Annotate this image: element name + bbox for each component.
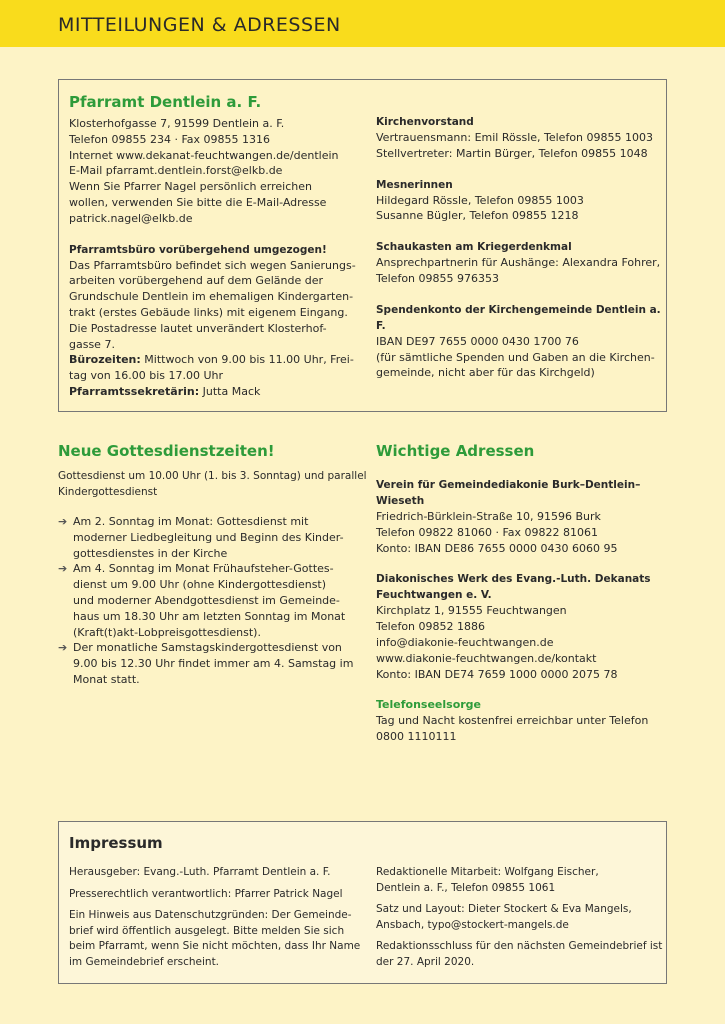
- buerozeiten-value: Mittwoch von 9.00 bis 11.00 Uhr, Frei-: [140, 353, 354, 367]
- impressum-datenschutz: [69, 908, 359, 970]
- list-item-line: gottesdienstes in der Kirche: [73, 546, 228, 560]
- arrow-right-icon: ➔: [58, 562, 68, 576]
- contacts-column: [376, 114, 661, 381]
- impressum-line: brief wird öffentlich ausgelegt. Bitte melden Sie sich: [69, 924, 345, 937]
- diakonie-text: [376, 603, 676, 682]
- diakonie-heading-line: Feuchtwangen e. V.: [376, 589, 492, 602]
- spendenkonto-note: (für sämtliche Spenden und Gaben an die Kirchen-: [376, 350, 655, 364]
- impressum-line: Herausgeber: Evang.-Luth. Pfarramt Dentlein a. F.: [69, 866, 331, 878]
- list-item-line: 9.00 bis 12.30 Uhr findet immer am 4. Samstag im: [73, 657, 354, 671]
- impressum-satz: [376, 902, 661, 933]
- spendenkonto-text: [376, 334, 661, 381]
- list-item: [58, 561, 358, 640]
- diakonie-heading: [376, 571, 676, 603]
- sekretaerin-line: [69, 384, 359, 400]
- gottesdienst-section: [58, 442, 367, 688]
- pfarramt-note-line: Wenn Sie Pfarrer Nagel persönlich erreichen: [69, 180, 312, 194]
- list-item-line: (Kraft(t)akt-Lobpreisgottesdienst).: [73, 625, 261, 639]
- schaukasten-line: Telefon 09855 976353: [376, 271, 499, 285]
- pfarramt-title: Pfarramt Dentlein a. F.: [69, 93, 262, 111]
- sekretaerin-label: Pfarramtssekretärin:: [69, 384, 200, 398]
- list-item-line: Am 2. Sonntag im Monat: Gottesdienst mit: [73, 515, 309, 528]
- page-header-bar: [0, 0, 725, 47]
- mesnerin-line: Hildegard Rössle, Telefon 09855 1003: [376, 193, 584, 207]
- impressum-right-column: [376, 865, 661, 976]
- verein-konto: Konto: IBAN DE86 7655 0000 0430 6060 95: [376, 541, 618, 555]
- kirchenvorstand-line: Vertrauensmann: Emil Rössle, Telefon 09855 1003: [376, 131, 654, 144]
- impressum-herausgeber: [69, 865, 359, 881]
- buero-line: Das Pfarramtsbüro befindet sich wegen Sanierungs-: [69, 258, 356, 272]
- buero-text: [69, 258, 359, 400]
- diakonie-email[interactable]: info@diakonie-feuchtwangen.de: [376, 635, 554, 649]
- mesnerin-line: Susanne Bügler, Telefon 09855 1218: [376, 209, 579, 223]
- telefonseelsorge-heading: Telefonseelsorge: [376, 698, 482, 712]
- page-title: MITTEILUNGEN & ADRESSEN: [58, 14, 341, 36]
- buerozeiten-line2: tag von 16.00 bis 17.00 Uhr: [69, 369, 224, 383]
- gottesdienst-list: [58, 514, 358, 688]
- impressum-line: Redaktionelle Mitarbeit: Wolfgang Eischer,: [376, 866, 599, 878]
- list-item-line: und moderner Abendgottesdienst im Gemeinde-: [73, 593, 340, 607]
- pfarrer-email[interactable]: patrick.nagel@elkb.de: [69, 211, 193, 225]
- buero-heading: Pfarramtsbüro vorübergehend umgezogen!: [69, 243, 327, 256]
- impressum-line: Ansbach, typo@stockert-mangels.de: [376, 918, 569, 931]
- arrow-right-icon: ➔: [58, 641, 68, 655]
- impressum-left-column: [69, 865, 359, 976]
- diakonie-konto: Konto: IBAN DE74 7659 1000 0000 2075 78: [376, 667, 618, 681]
- kirchenvorstand-text: [376, 130, 661, 162]
- impressum-line: Satz und Layout: Dieter Stockert & Eva Mangels,: [376, 903, 632, 915]
- spendenkonto-iban: IBAN DE97 7655 0000 0430 1700 76: [376, 334, 579, 348]
- pfarramt-note-line: wollen, verwenden Sie bitte die E-Mail-Adresse: [69, 195, 327, 209]
- buero-line: Grundschule Dentlein im ehemaligen Kindergarten-: [69, 290, 354, 304]
- list-item: [58, 640, 358, 687]
- pfarramt-email[interactable]: E-Mail pfarramt.dentlein.forst@elkb.de: [69, 164, 283, 178]
- gottesdienst-intro: [58, 469, 367, 500]
- telefonseelsorge-line: Tag und Nacht kostenfrei erreichbar unter Telefon: [376, 714, 649, 728]
- buero-line: arbeiten vorübergehend auf dem Gelände der: [69, 274, 323, 288]
- spendenkonto-heading: Spendenkonto der Kirchengemeinde Dentlein a. F.: [376, 303, 661, 332]
- adressen-title: Wichtige Adressen: [376, 442, 535, 460]
- impressum-line: beim Pfarramt, wenn Sie nicht möchten, dass Ihr Name: [69, 940, 361, 952]
- diakonie-address: Kirchplatz 1, 91555 Feuchtwangen: [376, 604, 567, 618]
- diakonie-website[interactable]: www.diakonie-feuchtwangen.de/kontakt: [376, 651, 597, 665]
- pfarramt-website[interactable]: Internet www.dekanat-feuchtwangen.de/dentlein: [69, 148, 339, 162]
- pfarramt-contact: [69, 116, 359, 227]
- list-item: [58, 514, 358, 561]
- list-item-line: moderner Liedbegleitung und Beginn des Kinder-: [73, 530, 344, 544]
- mesnerinnen-heading: Mesnerinnen: [376, 178, 453, 191]
- schaukasten-heading: Schaukasten am Kriegerdenkmal: [376, 241, 572, 254]
- verein-phone: Telefon 09822 81060 · Fax 09822 81061: [376, 525, 599, 539]
- verein-heading: Verein für Gemeindediakonie Burk–Dentlein–Wieseth: [376, 479, 641, 507]
- kirchenvorstand-heading: Kirchenvorstand: [376, 116, 474, 128]
- pfarramt-address: Klosterhofgasse 7, 91599 Dentlein a. F.: [69, 117, 285, 130]
- verein-text: [376, 509, 676, 556]
- adressen-section: [376, 442, 676, 745]
- telefonseelsorge-phone: 0800 1110111: [376, 730, 457, 744]
- impressum-line: im Gemeindebrief erscheint.: [69, 955, 220, 968]
- list-item-line: haus um 18.30 Uhr am letzten Sonntag im Monat: [73, 609, 346, 623]
- buero-line: trakt (erstes Gebäude links) mit eigenem Eingang.: [69, 305, 348, 319]
- impressum-title: Impressum: [69, 834, 163, 852]
- impressum-redaktionsschluss: [376, 939, 661, 970]
- list-item-line: Am 4. Sonntag im Monat Frühaufsteher-Gottes-: [73, 562, 334, 576]
- buero-line: Die Postadresse lautet unverändert Klosterhof-: [69, 321, 327, 335]
- list-item-line: dienst um 9.00 Uhr (ohne Kindergottesdienst): [73, 578, 327, 592]
- impressum-verantwortlich: [69, 887, 359, 903]
- list-item-line: Monat statt.: [73, 672, 140, 686]
- schaukasten-text: [376, 255, 661, 287]
- diakonie-heading-line: Diakonisches Werk des Evang.-Luth. Dekanats: [376, 573, 651, 586]
- pfarramt-box: [58, 79, 667, 412]
- sekretaerin-name: Jutta Mack: [199, 384, 261, 398]
- pfarramt-phone: Telefon 09855 234 · Fax 09855 1316: [69, 132, 271, 146]
- telefonseelsorge-text: [376, 713, 676, 745]
- pfarramt-column: [69, 93, 359, 400]
- impressum-line: Dentlein a. F., Telefon 09855 1061: [376, 881, 556, 894]
- gottesdienst-intro-line: Gottesdienst um 10.00 Uhr (1. bis 3. Sonntag) und parallel: [58, 470, 367, 482]
- arrow-right-icon: ➔: [58, 515, 68, 528]
- verein-address: Friedrich-Bürklein-Straße 10, 91596 Burk: [376, 510, 601, 523]
- kirchenvorstand-line: Stellvertreter: Martin Bürger, Telefon 09855 1048: [376, 146, 648, 160]
- buero-line: gasse 7.: [69, 337, 115, 351]
- impressum-line: Presserechtlich verantwortlich: Pfarrer Patrick Nagel: [69, 887, 343, 900]
- schaukasten-line: Ansprechpartnerin für Aushänge: Alexandra Fohrer,: [376, 256, 661, 270]
- impressum-line: Redaktionsschluss für den nächsten Gemeindebrief ist: [376, 940, 663, 952]
- gottesdienst-intro-line: Kindergottesdienst: [58, 485, 158, 498]
- mesnerinnen-text: [376, 193, 661, 225]
- impressum-box: [58, 821, 667, 984]
- list-item-line: Der monatliche Samstagskindergottesdienst von: [73, 641, 342, 655]
- buerozeiten-label: Bürozeiten:: [69, 353, 141, 367]
- buerozeiten-line: [69, 352, 359, 368]
- gottesdienst-title: Neue Gottesdienstzeiten!: [58, 442, 275, 460]
- spendenkonto-note: gemeinde, nicht aber für das Kirchgeld): [376, 366, 595, 380]
- diakonie-phone: Telefon 09852 1886: [376, 620, 485, 634]
- impressum-line: Ein Hinweis aus Datenschutzgründen: Der Gemeinde-: [69, 909, 352, 921]
- impressum-redaktion: [376, 865, 661, 896]
- impressum-line: der 27. April 2020.: [376, 955, 475, 968]
